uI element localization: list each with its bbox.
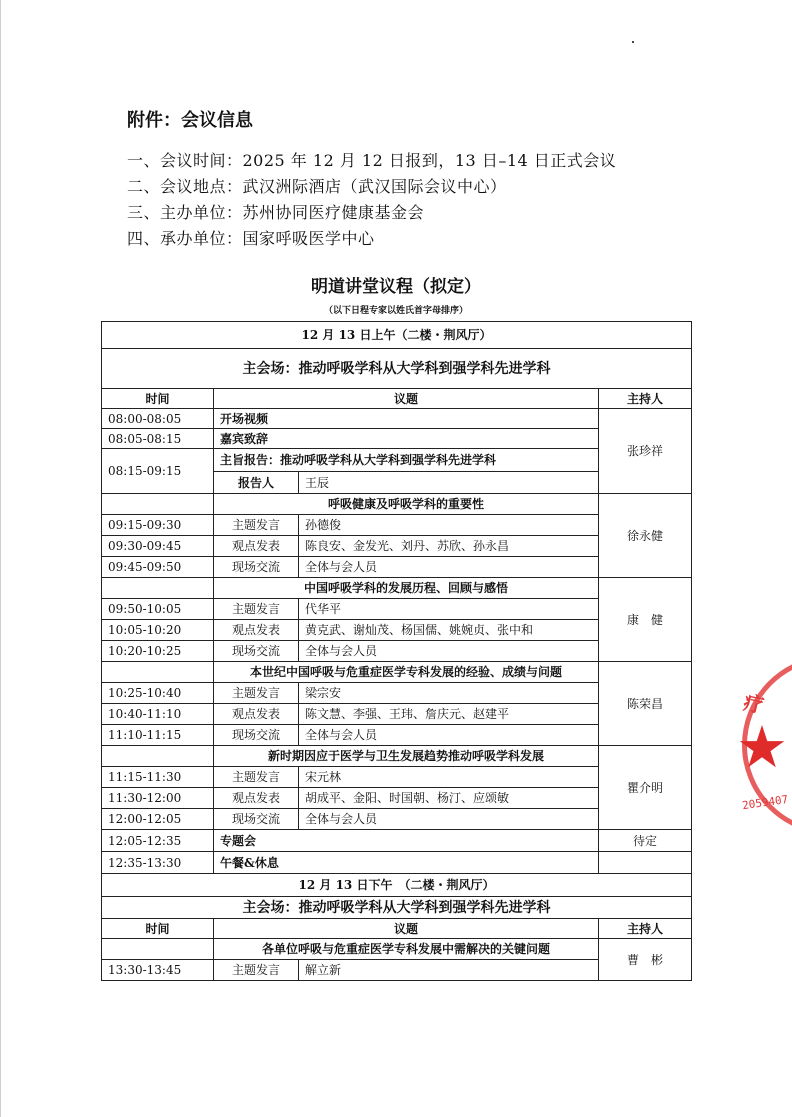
table-row [102, 852, 692, 874]
table-row [102, 409, 692, 429]
col-topic-header: 议题 [214, 389, 599, 409]
info-line-venue: 二、会议地点：武汉洲际酒店（武汉国际会议中心） [127, 177, 507, 196]
people-cell: 宋元林 [299, 767, 599, 788]
people-cell: 代华平 [299, 599, 599, 620]
official-seal [730, 640, 792, 840]
col-host-header: 主持人 [599, 919, 692, 939]
table-row [102, 874, 692, 897]
people-cell: 全体与会人员 [299, 641, 599, 662]
type-cell: 观点发表 [214, 704, 299, 725]
people-cell: 解立新 [299, 960, 599, 981]
people-cell: 胡成平、金阳、时国朝、杨汀、应颂敏 [299, 788, 599, 809]
agenda-table [101, 321, 692, 981]
type-cell: 观点发表 [214, 788, 299, 809]
time-cell: 10:20-10:25 [102, 641, 214, 662]
topic-cell: 嘉宾致辞 [214, 429, 599, 449]
people-cell: 陈文慧、李强、王玮、詹庆元、赵建平 [299, 704, 599, 725]
people-cell: 全体与会人员 [299, 809, 599, 830]
table-row [102, 919, 692, 939]
host-cell: 陈荣昌 [599, 662, 692, 746]
time-cell: 10:05-10:20 [102, 620, 214, 641]
section-title: 本世纪中国呼吸与危重症医学专科发展的经验、成绩与问题 [214, 662, 599, 683]
time-cell: 10:40-11:10 [102, 704, 214, 725]
table-row [102, 349, 692, 389]
table-row [102, 662, 692, 683]
time-cell: 10:25-10:40 [102, 683, 214, 704]
people-cell: 陈良安、金发光、刘丹、苏欣、孙永昌 [299, 536, 599, 557]
time-cell [102, 578, 214, 599]
am-session-header: 12 月 13 日上午（二楼・荆风厅） [102, 322, 692, 349]
time-cell: 11:30-12:00 [102, 788, 214, 809]
section-title: 中国呼吸学科的发展历程、回顾与感悟 [214, 578, 599, 599]
type-cell: 现场交流 [214, 557, 299, 578]
people-cell: 全体与会人员 [299, 557, 599, 578]
host-cell: 瞿介明 [599, 746, 692, 830]
host-cell: 徐永健 [599, 494, 692, 578]
keynote-cell: 主旨报告：推动呼吸学科从大学科到强学科先进学科 [214, 449, 599, 472]
people-cell: 黄克武、谢灿茂、杨国儒、姚婉贞、张中和 [299, 620, 599, 641]
time-cell: 09:50-10:05 [102, 599, 214, 620]
time-cell: 13:30-13:45 [102, 960, 214, 981]
type-cell: 现场交流 [214, 809, 299, 830]
main-venue-pm-header: 主会场：推动呼吸学科从大学科到强学科先进学科 [102, 897, 692, 919]
info-line-host-unit: 四、承办单位：国家呼吸医学中心 [127, 229, 375, 248]
time-cell: 12:35-13:30 [102, 852, 214, 874]
seal-text: 疗 [741, 690, 766, 718]
time-cell [102, 939, 214, 960]
people-cell: 梁宗安 [299, 683, 599, 704]
time-cell [102, 494, 214, 515]
time-cell [102, 662, 214, 683]
type-cell: 主题发言 [214, 515, 299, 536]
table-row [102, 389, 692, 409]
time-cell [102, 746, 214, 767]
topic-cell: 专题会 [214, 830, 599, 852]
table-row [102, 939, 692, 960]
col-time-header: 时间 [102, 919, 214, 939]
table-row [102, 830, 692, 852]
agenda-note: （以下日程专家以姓氏首字母排序） [323, 306, 468, 316]
info-line-organizer: 三、主办单位：苏州协同医疗健康基金会 [127, 203, 425, 222]
topic-cell: 开场视频 [214, 409, 599, 429]
page-edge [0, 0, 1, 1117]
time-cell: 11:10-11:15 [102, 725, 214, 746]
time-cell: 09:30-09:45 [102, 536, 214, 557]
time-cell: 12:00-12:05 [102, 809, 214, 830]
type-cell: 主题发言 [214, 599, 299, 620]
col-host-header: 主持人 [599, 389, 692, 409]
reporter-label: 报告人 [214, 472, 299, 494]
type-cell: 现场交流 [214, 641, 299, 662]
section-title: 呼吸健康及呼吸学科的重要性 [214, 494, 599, 515]
host-cell: 待定 [599, 830, 692, 852]
type-cell: 现场交流 [214, 725, 299, 746]
pm-session-header: 12 月 13 日下午 （二楼・荆风厅） [102, 874, 692, 897]
table-row [102, 897, 692, 919]
section-title: 新时期因应于医学与卫生发展趋势推动呼吸学科发展 [214, 746, 599, 767]
scan-dot [632, 41, 634, 43]
time-cell: 09:15-09:30 [102, 515, 214, 536]
time-cell: 12:05-12:35 [102, 830, 214, 852]
topic-cell: 午餐&休息 [214, 852, 599, 874]
type-cell: 主题发言 [214, 683, 299, 704]
type-cell: 观点发表 [214, 620, 299, 641]
table-row [102, 578, 692, 599]
table-row [102, 322, 692, 349]
info-line-time: 一、会议时间：2025 年 12 月 12 日报到，13 日–14 日正式会议 [127, 151, 617, 170]
seal-star-icon: ★ [736, 713, 788, 781]
reporter-name: 王辰 [299, 472, 599, 494]
main-venue-header: 主会场：推动呼吸学科从大学科到强学科先进学科 [102, 349, 692, 389]
time-cell: 11:15-11:30 [102, 767, 214, 788]
type-cell: 主题发言 [214, 960, 299, 981]
agenda-title: 明道讲堂议程（拟定） [311, 277, 481, 297]
table-row [102, 746, 692, 767]
host-cell [599, 852, 692, 874]
type-cell: 主题发言 [214, 767, 299, 788]
host-cell: 康 健 [599, 578, 692, 662]
type-cell: 观点发表 [214, 536, 299, 557]
people-cell: 孙德俊 [299, 515, 599, 536]
host-cell: 曹 彬 [599, 939, 692, 981]
host-cell: 张珍祥 [599, 409, 692, 494]
section-title: 各单位呼吸与危重症医学专科发展中需解决的关键问题 [214, 939, 599, 960]
seal-number: 2059407 [741, 792, 790, 813]
time-cell: 08:00-08:05 [102, 409, 214, 429]
people-cell: 全体与会人员 [299, 725, 599, 746]
col-time-header: 时间 [102, 389, 214, 409]
time-cell: 08:15-09:15 [102, 449, 214, 494]
col-topic-header: 议题 [214, 919, 599, 939]
attachment-heading: 附件：会议信息 [127, 110, 253, 131]
time-cell: 08:05-08:15 [102, 429, 214, 449]
table-row [102, 494, 692, 515]
time-cell: 09:45-09:50 [102, 557, 214, 578]
